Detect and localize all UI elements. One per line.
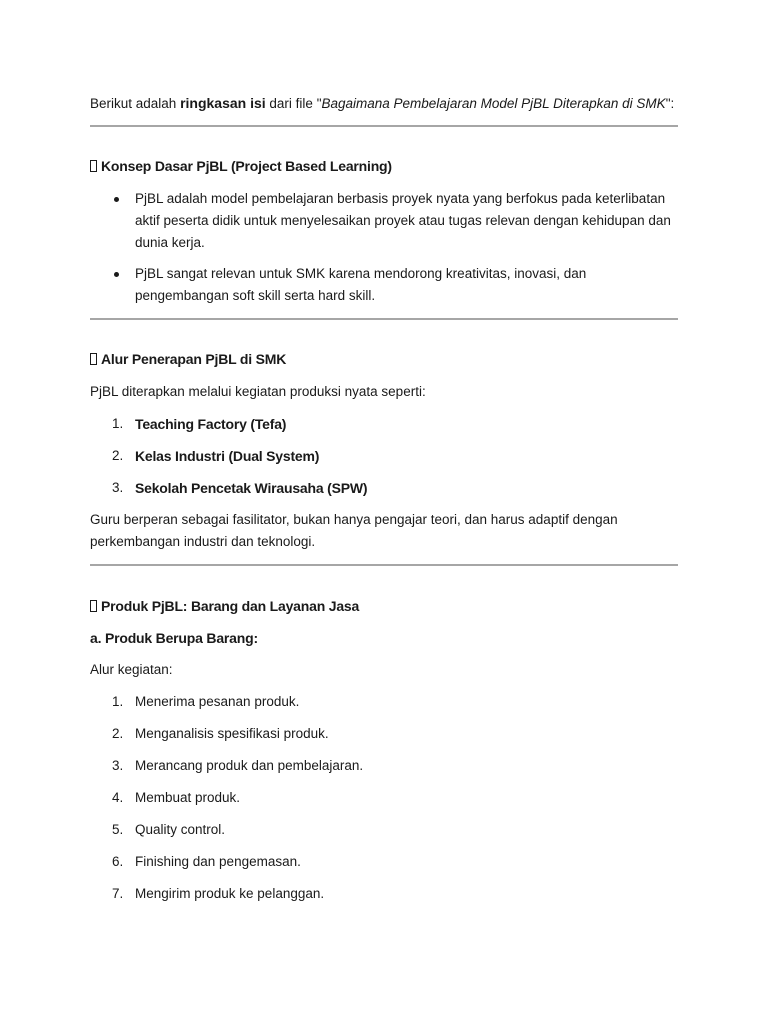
sub-heading: a. Produk Berupa Barang: <box>90 630 258 646</box>
section-heading-text: Konsep Dasar PjBL (Project Based Learning) <box>101 158 392 174</box>
list-number: 2. <box>112 726 124 741</box>
section-lead: PjBL diterapkan melalui kegiatan produksi nyata seperti: <box>90 384 426 399</box>
list-number: 5. <box>112 822 124 837</box>
list-item-text: Kelas Industri (Dual System) <box>135 448 320 464</box>
intro-paragraph <box>90 93 690 114</box>
list-number: 6. <box>112 854 124 869</box>
section-closing: Guru berperan sebagai fasilitator, bukan hanya pengajar teori, dan harus adaptif dengan perkembangan industri dan teknologi. <box>90 512 618 549</box>
section-heading-text: Produk PjBL: Barang dan Layanan Jasa <box>101 598 360 614</box>
list-item <box>90 188 678 254</box>
missing-glyph-icon <box>90 160 97 172</box>
list-number: 1. <box>112 416 124 431</box>
list-item-text: Teaching Factory (Tefa) <box>135 416 287 432</box>
list-item-text: Sekolah Pencetak Wirausaha (SPW) <box>135 480 368 496</box>
list-item-text: PjBL adalah model pembelajaran berbasis proyek nyata yang berfokus pada keterlibatan aktif peserta didik untuk menyelesaikan proyek atau tugas relevan dengan kehidupan dan dunia kerja. <box>135 191 671 250</box>
divider-2 <box>90 318 678 320</box>
intro-file-title: Bagaimana Pembelajaran Model PjBL Diterapkan di SMK <box>321 96 666 111</box>
section-heading-produk <box>90 596 359 616</box>
list-item-text: Mengirim produk ke pelanggan. <box>135 886 325 901</box>
list-number: 2. <box>112 448 124 463</box>
list-item-text: Menerima pesanan produk. <box>135 694 300 709</box>
list-item-text: Membuat produk. <box>135 790 241 805</box>
list-item-text: Finishing dan pengemasan. <box>135 854 301 869</box>
list-number: 1. <box>112 694 124 709</box>
list-item-text: Quality control. <box>135 822 226 837</box>
list-item <box>90 263 678 307</box>
intro-bold: ringkasan isi <box>180 95 266 111</box>
divider-1 <box>90 125 678 127</box>
list-item-text: Merancang produk dan pembelajaran. <box>135 758 364 773</box>
intro-quote-close: ": <box>665 96 675 111</box>
missing-glyph-icon <box>90 600 97 612</box>
intro-quote-open: " <box>316 96 322 111</box>
intro-middle: dari file <box>265 96 317 111</box>
list-item-text: PjBL sangat relevan untuk SMK karena mendorong kreativitas, inovasi, dan pengembangan soft skill serta hard skill. <box>135 266 587 303</box>
missing-glyph-icon <box>90 353 97 365</box>
list-number: 7. <box>112 886 124 901</box>
bullet-icon <box>114 197 119 202</box>
bullet-icon <box>114 272 119 277</box>
section-heading-alur <box>90 349 286 369</box>
list-number: 3. <box>112 758 124 773</box>
list-item-text: Menganalisis spesifikasi produk. <box>135 726 329 741</box>
intro-prefix: Berikut adalah <box>90 96 181 111</box>
section-lead: Alur kegiatan: <box>90 662 173 677</box>
section-heading-text: Alur Penerapan PjBL di SMK <box>101 351 287 367</box>
list-number: 4. <box>112 790 124 805</box>
list-number: 3. <box>112 480 124 495</box>
section-heading-konsep <box>90 156 392 176</box>
divider-3 <box>90 564 678 566</box>
